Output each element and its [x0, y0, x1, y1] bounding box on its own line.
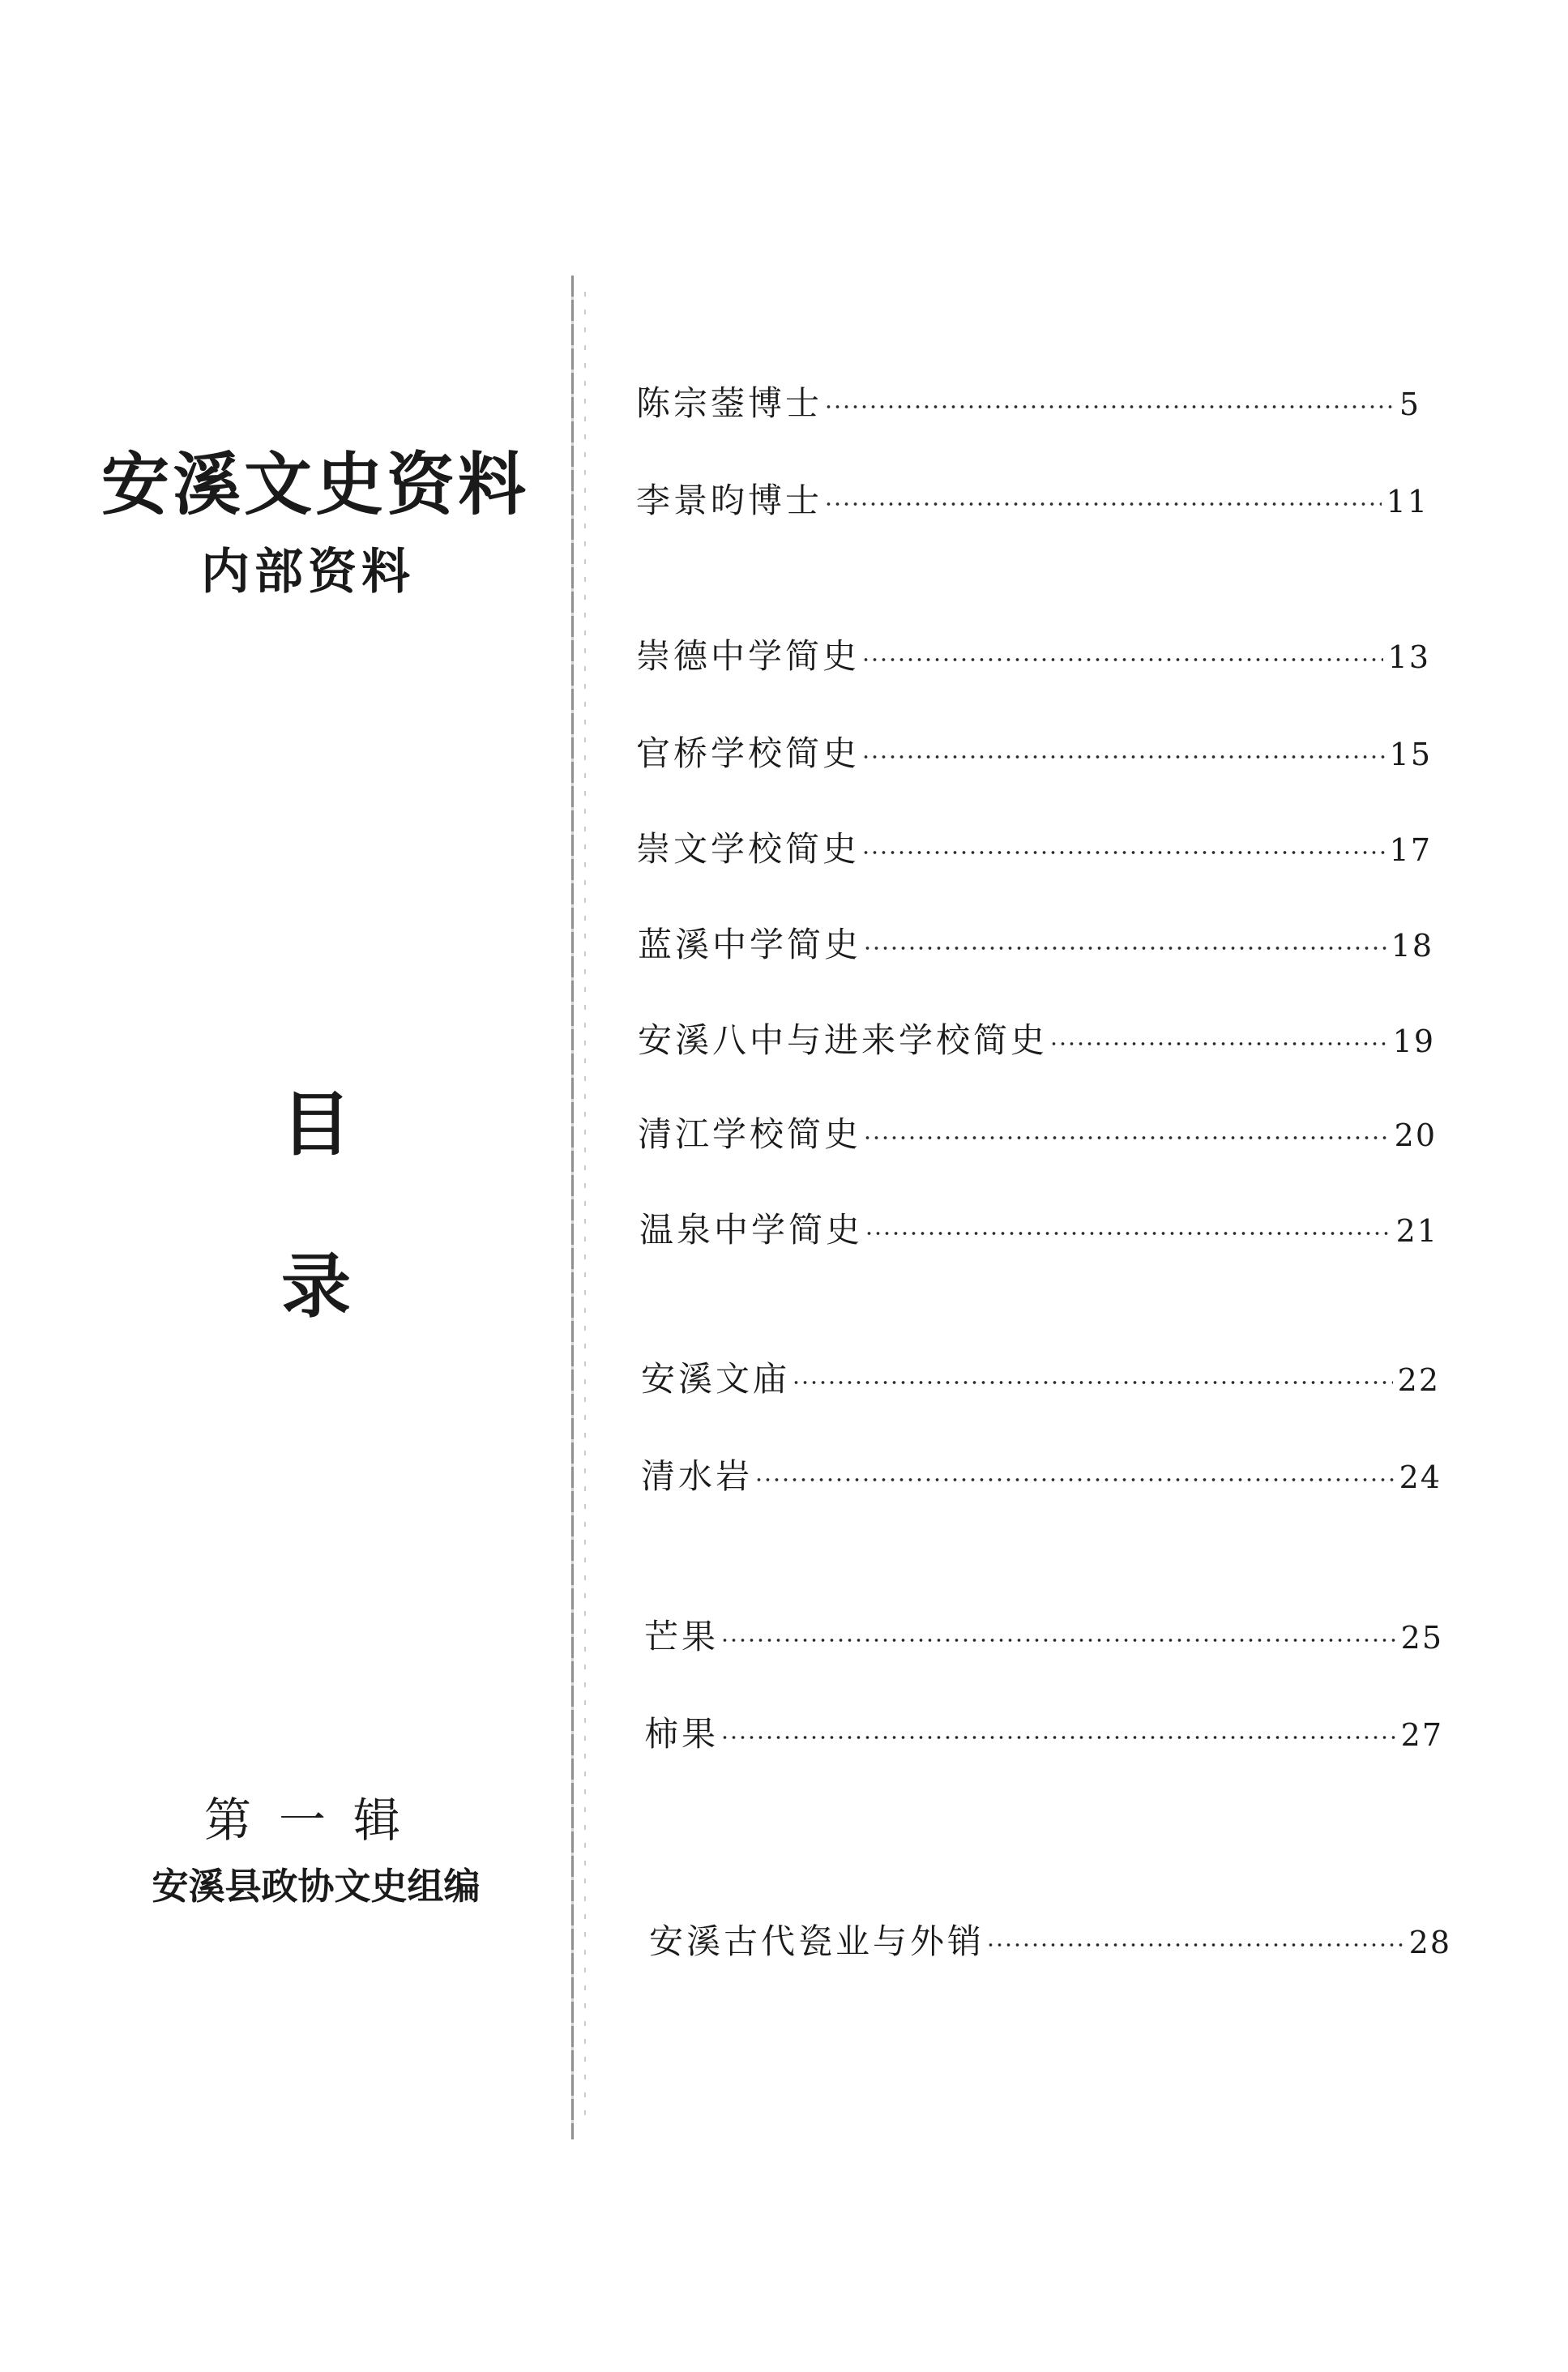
page-divider: [571, 276, 574, 2139]
toc-entry-title: 柿果: [644, 1714, 720, 1754]
toc-entry-page: 21: [1395, 1213, 1438, 1249]
toc-entry-title: 安溪古代瓷业与外销: [649, 1921, 985, 1961]
toc-entry[interactable]: [638, 1110, 1437, 1159]
toc-entry-title: 清江学校简史: [638, 1114, 862, 1154]
toc-entry[interactable]: [636, 632, 1430, 681]
toc-leader-dots: [863, 1136, 1390, 1139]
toc-entry[interactable]: [636, 825, 1432, 874]
toc-leader-dots: [865, 1232, 1391, 1235]
page-divider-shadow: [584, 292, 586, 2123]
toc-entry[interactable]: [638, 921, 1433, 969]
toc-leader-dots: [861, 851, 1385, 854]
toc-entry[interactable]: [644, 1710, 1443, 1759]
toc-entry-page: 13: [1387, 639, 1430, 675]
toc-leader-dots: [824, 502, 1382, 506]
toc-leader-dots: [863, 947, 1386, 950]
toc-entry-title: 安溪文庙: [641, 1359, 791, 1399]
toc-leader-dots: [1049, 1042, 1388, 1045]
toc-entry-page: 24: [1399, 1460, 1442, 1495]
toc-entry-page: 18: [1391, 928, 1433, 964]
toc-entry-title: 温泉中学简史: [639, 1210, 864, 1250]
toc-leader-dots: [792, 1381, 1393, 1384]
toc-entry-title: 李景昀博士: [636, 481, 823, 520]
toc-entry[interactable]: [641, 1355, 1440, 1404]
toc-entry-page: 25: [1400, 1620, 1443, 1656]
toc-heading-char-1: 目: [281, 1084, 351, 1165]
toc-entry[interactable]: [639, 1206, 1438, 1254]
toc-entry-page: 5: [1399, 387, 1421, 422]
toc-entry[interactable]: [644, 1613, 1443, 1661]
toc-entry-title: 清水岩: [641, 1456, 754, 1496]
toc-entry[interactable]: [636, 477, 1429, 525]
toc-entry[interactable]: [636, 379, 1421, 428]
toc-entry-title: 安溪八中与进来学校简史: [638, 1020, 1049, 1060]
toc-entry-page: 27: [1400, 1717, 1443, 1753]
toc-entry[interactable]: [636, 729, 1432, 778]
toc-leader-dots: [986, 1943, 1404, 1947]
series-subtitle: 内部资料: [201, 544, 415, 600]
toc-entry-title: 官桥学校简史: [636, 733, 861, 773]
toc-entry-title: 蓝溪中学简史: [638, 925, 862, 964]
toc-entry[interactable]: [638, 1016, 1435, 1065]
toc-entry-page: 22: [1397, 1362, 1440, 1398]
toc-leader-dots: [824, 405, 1395, 408]
toc-leader-dots: [720, 1639, 1396, 1642]
toc-entry[interactable]: [649, 1917, 1451, 1966]
toc-entry-page: 17: [1389, 832, 1432, 868]
series-title: 安溪文史资料: [101, 445, 530, 524]
toc-entry-page: 28: [1408, 1925, 1451, 1960]
toc-entry-page: 11: [1386, 484, 1429, 519]
volume-label: 第一辑: [203, 1793, 428, 1848]
toc-entry-title: 崇文学校简史: [636, 829, 861, 869]
toc-leader-dots: [720, 1736, 1396, 1739]
toc-entry-title: 陈宗蓥博士: [636, 383, 823, 423]
editor-label: 安溪县政协文史组编: [152, 1865, 481, 1908]
toc-entry-page: 15: [1389, 737, 1432, 772]
toc-entry-title: 崇德中学简史: [636, 636, 861, 676]
toc-entry-page: 20: [1394, 1118, 1437, 1153]
toc-entry-title: 芒果: [644, 1617, 720, 1656]
toc-heading-char-2: 录: [281, 1246, 351, 1327]
toc-leader-dots: [861, 755, 1385, 759]
toc-entry[interactable]: [641, 1452, 1442, 1501]
toc-entry-page: 19: [1392, 1024, 1435, 1059]
toc-leader-dots: [754, 1478, 1395, 1481]
toc-leader-dots: [861, 658, 1383, 661]
